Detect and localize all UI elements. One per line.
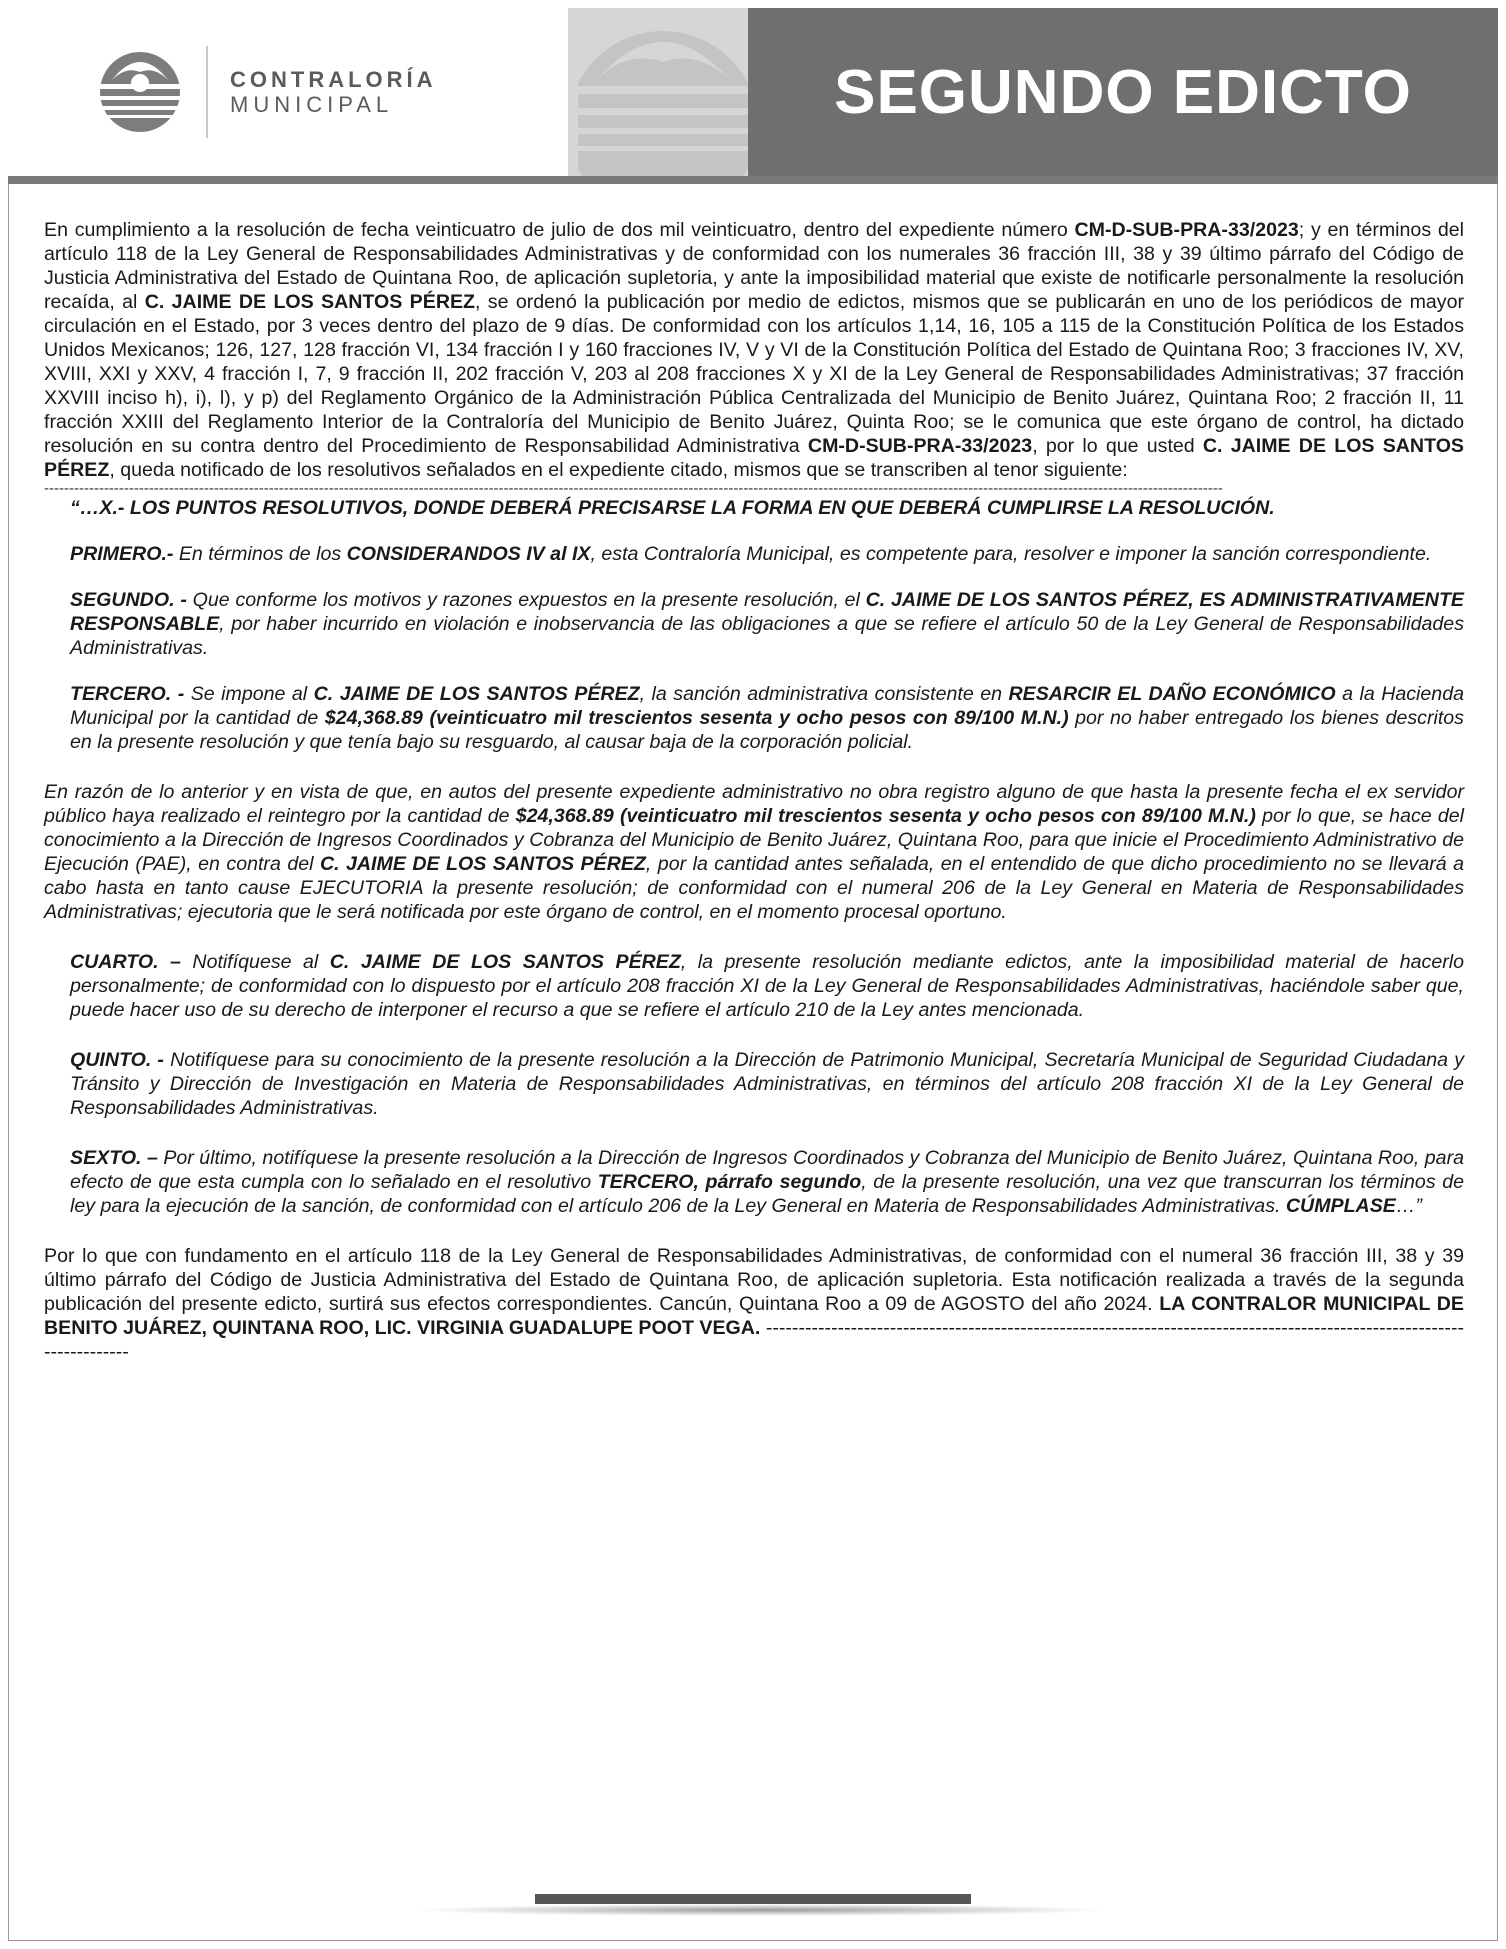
title-banner	[748, 8, 1498, 176]
case-number: CM-D-SUB-PRA-33/2023	[807, 435, 1033, 457]
footer-bar	[535, 1894, 971, 1904]
person-name: C. JAIME DE LOS SANTOS PÉREZ	[44, 435, 1465, 481]
brand-name-line2: MUNICIPAL	[230, 92, 394, 117]
closing-paragraph: Por lo que con fundamento en el artículo 118 de la Ley General de Responsabilidades Administrativas, de conformidad con el numeral 36 fracción III, 38 y 39 último párrafo del Código de Justicia Administrativa del Estado de Quintana Roo, de aplicación supletoria. Esta notificación realizada a través de la segunda publicación del presente edicto, surtirá sus efectos correspondientes. Cancún, Quintana Roo a 09 de AGOSTO del año 2024. LA CONTRALOR MUNICIPAL DE BENITO JUÁREZ, QUINTANA ROO, LIC. VIRGINIA GUADALUPE POOT VEGA. ------------------------------------------------------------------------------------------------------------------------	[44, 1245, 1464, 1363]
resolutivos-block-2	[44, 950, 1464, 1218]
contraloria-logo-icon	[98, 50, 182, 134]
header-underline	[8, 176, 1498, 184]
decorative-watermark	[568, 8, 748, 176]
header	[8, 8, 1498, 176]
resolutivo-sexto: SEXTO. – Por último, notifíquese la presente resolución a la Dirección de Ingresos Coordinados y Cobranza del Municipio de Benito Juárez, Quintana Roo, para efecto de que esta cumpla con lo señalado en el resolutivo TERCERO, párrafo segundo, de la presente resolución, una vez que transcurran los términos de ley para la ejecución de la sanción, de conformidad con el artículo 206 de la Ley General en Materia de Responsabilidades Administrativas. CÚMPLASE…”	[70, 1147, 1464, 1217]
document-title: SEGUNDO EDICTO	[834, 57, 1412, 127]
brand-text	[230, 67, 437, 118]
dashed-separator: --------------------------------------------------------------------------------------------------------------------------------------------------------------------------------------------------------------------------------------------	[44, 482, 1223, 496]
intro-paragraph: En cumplimiento a la resolución de fecha veinticuatro de julio de dos mil veinticuatro, dentro del expediente número CM-D-SUB-PRA-33/2023; y en términos del artículo 118 de la Ley General de Responsabilidades Administrativas y de conformidad con los numerales 36 fracción III, 38 y 39 último párrafo del Código de Justicia Administrativa del Estado de Quintana Roo, de aplicación supletoria, y ante la imposibilidad material que existe de notificarle personalmente la resolución recaída, al C. JAIME DE LOS SANTOS PÉREZ, se ordenó la publicación por medio de edictos, mismos que se publicarán en uno de los periódicos de mayor circulación en el Estado, por 3 veces dentro del plazo de 9 días. De conformidad con los artículos 1,14, 16, 105 a 115 de la Constitución Política de los Estados Unidos Mexicanos; 126, 127, 128 fracción VI, 134 fracción I y 160 fracciones IV, V y VI de la Constitución Política del Estado de Quintana Roo; 3 fracciones IV, XV, XVIII, XXI y XXV, 4 fracción I, 7, 9 fracción II, 202 fracción V, 203 al 208 fracciones X y XI de la Ley General de Responsabilidades Administrativas; 37 fracción XXVIII inciso h), i), l), y p) del Reglamento Orgánico de la Administración Pública Centralizada del Municipio de Benito Juárez, Quintana Roo; 2 fracción II, 11 fracción XXIII del Reglamento Interior de la Contraloría del Municipio de Benito Juárez, Quinta Roo; se le comunica que este órgano de control, ha dictado resolución en su contra dentro del Procedimiento de Responsabilidad Administrativa CM-D-SUB-PRA-33/2023, por lo que usted C. JAIME DE LOS SANTOS PÉREZ, queda notificado de los resolutivos señalados en el expediente citado, mismos que se transcriben al tenor siguiente:	[44, 219, 1465, 481]
resolutivo-cuarto: CUARTO. – Notifíquese al C. JAIME DE LOS SANTOS PÉREZ, la presente resolución mediante edictos, ante la imposibilidad material de hacerlo personalmente; de conformidad con lo dispuesto por el artículo 208 fracción XI de la Ley General de Responsabilidades Administrativas, haciéndole saber que, puede hacer uso de su derecho de interponer el recurso a que se refiere el artículo 210 de la Ley antes mencionada.	[70, 951, 1464, 1021]
brand-separator	[206, 46, 208, 138]
footer-shadow	[410, 1904, 1110, 1916]
resolutivo-primero: PRIMERO.- En términos de los CONSIDERANDOS IV al IX, esta Contraloría Municipal, es competente para, resolver e imponer la sanción correspondiente.	[70, 543, 1432, 565]
resolutivos-block	[44, 496, 1464, 754]
edict-body	[44, 218, 1464, 1364]
razon-paragraph: En razón de lo anterior y en vista de que, en autos del presente expediente administrativo no obra registro alguno de que hasta la presente fecha el ex servidor público haya realizado el reintegro por la cantidad de $24,368.89 (veinticuatro mil trescientos sesenta y ocho pesos con 89/100 M.N.) por lo que, se hace del conocimiento a la Dirección de Ingresos Coordinados y Cobranza del Municipio de Benito Juárez, Quintana Roo, para que inicie el Procedimiento Administrativo de Ejecución (PAE), en contra del C. JAIME DE LOS SANTOS PÉREZ, por la cantidad antes señalada, en el entendido de que dicho procedimiento no se llevará a cabo hasta en tanto cause EJECUTORIA la presente resolución; de conformidad con el numeral 206 de la Ley General en Materia de Responsabilidades Administrativas; ejecutoria que le será notificada por este órgano de control, en el momento procesal oportuno.	[44, 781, 1465, 923]
person-name: C. JAIME DE LOS SANTOS PÉREZ	[144, 291, 476, 313]
resolutivo-segundo: SEGUNDO. - Que conforme los motivos y razones expuestos en la presente resolución, el C. JAIME DE LOS SANTOS PÉREZ, ES ADMINISTRATIVAMENTE RESPONSABLE, por haber incurrido en violación e inobservancia de las obligaciones a que se refiere el artículo 50 de la Ley General de Responsabilidades Administrativas.	[70, 589, 1464, 659]
watermark-logo-icon	[578, 16, 748, 176]
resolutivos-heading: “…X.- LOS PUNTOS RESOLUTIVOS, DONDE DEBERÁ PRECISARSE LA FORMA EN QUE DEBERÁ CUMPLIRSE LA RESOLUCIÓN.	[70, 497, 1275, 519]
brand-block	[8, 8, 568, 176]
case-number: CM-D-SUB-PRA-33/2023	[1074, 219, 1299, 241]
resolutivo-quinto: QUINTO. - Notifíquese para su conocimiento de la presente resolución a la Dirección de Patrimonio Municipal, Secretaría Municipal de Seguridad Ciudadana y Tránsito y Dirección de Investigación en Materia de Responsabilidades Administrativas, en términos del artículo 208 fracción XI de la Ley General de Responsabilidades Administrativas.	[70, 1049, 1464, 1119]
resolutivo-tercero: TERCERO. - Se impone al C. JAIME DE LOS SANTOS PÉREZ, la sanción administrativa consistente en RESARCIR EL DAÑO ECONÓMICO a la Hacienda Municipal por la cantidad de $24,368.89 (veinticuatro mil trescientos sesenta y ocho pesos con 89/100 M.N.) por no haber entregado los bienes descritos en la presente resolución y que tenía bajo su resguardo, al causar baja de la corporación policial.	[70, 683, 1465, 753]
brand-name-line1: CONTRALORÍA	[230, 66, 437, 92]
signatory: LA CONTRALOR MUNICIPAL DE BENITO JUÁREZ, QUINTANA ROO, LIC. VIRGINIA GUADALUPE POOT VEGA.	[44, 1293, 1464, 1339]
